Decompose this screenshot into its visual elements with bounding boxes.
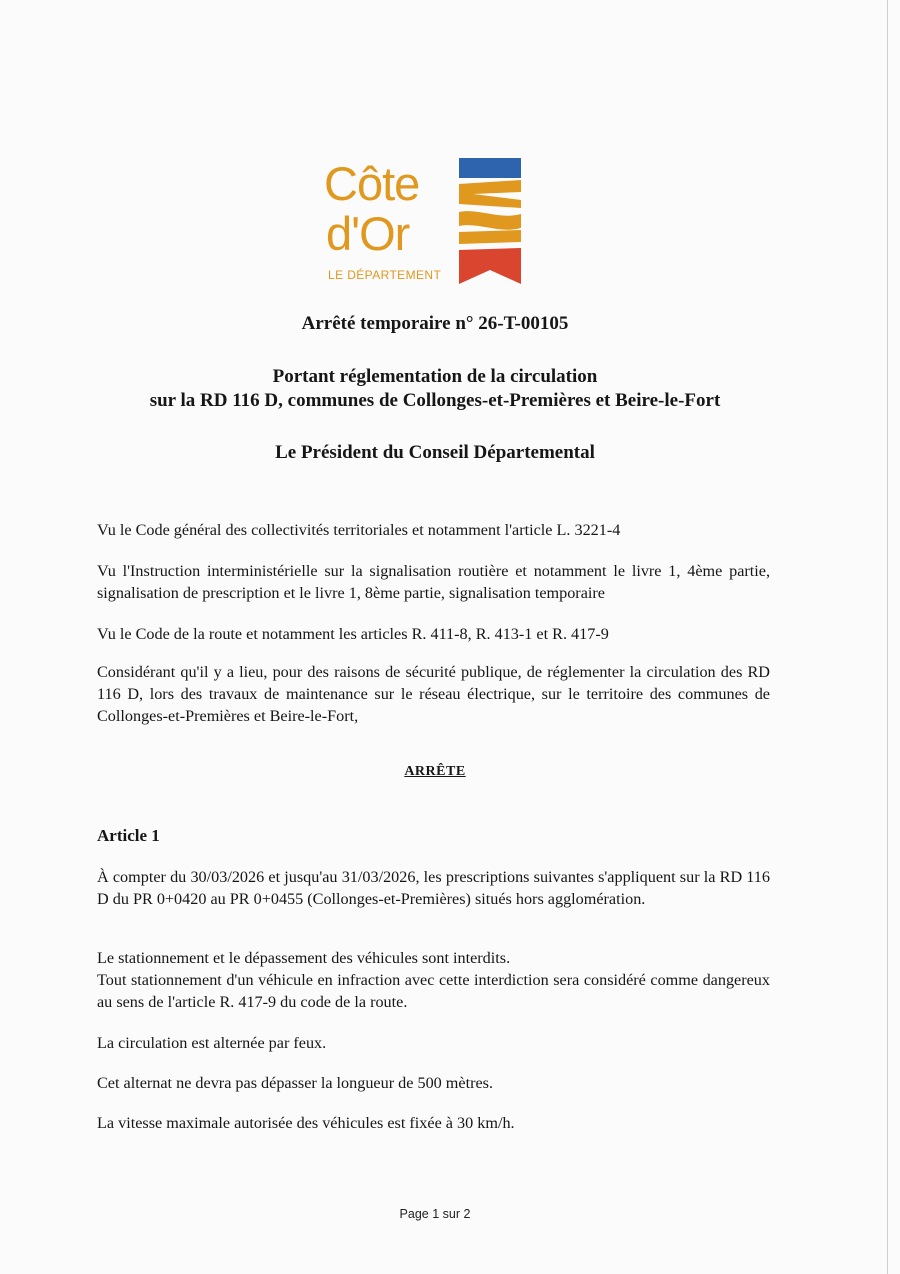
decree-heading: ARRÊTE bbox=[404, 764, 466, 779]
scan-edge-line bbox=[887, 0, 888, 1274]
logo-text-dor: d'Or bbox=[326, 207, 410, 260]
subject-line-2: sur la RD 116 D, communes de Collonges-et-Premières et Beire-le-Fort bbox=[149, 390, 721, 411]
flag-orange-band-3 bbox=[459, 230, 521, 244]
considering-paragraph: Considérant qu'il y a lieu, pour des raisons de sécurité publique, de réglementer la circulation des RD 116 D, lors des travaux de maintenance sur le réseau électrique, sur le territoire des communes de Collonges-et-Premières et Beire-le-Fort, bbox=[97, 663, 770, 725]
flag-red-band bbox=[459, 248, 521, 284]
visa-paragraph: Vu l'Instruction interministérielle sur la signalisation routière et notamment le livre 1, 4ème partie, signalisation de prescription et le livre 1, 8ème partie, signalisation temporaire bbox=[97, 562, 770, 602]
article-title: Article 1 bbox=[97, 826, 160, 845]
parking-ban-line: Le stationnement et le dépassement des véhicules sont interdits. bbox=[97, 949, 511, 967]
article-paragraph: Cet alternat ne devra pas dépasser la longueur de 500 mètres. bbox=[97, 1074, 493, 1092]
flag-blue-band bbox=[459, 158, 521, 178]
arrete-number: Arrêté temporaire n° 26-T-00105 bbox=[301, 313, 569, 334]
arrete-subject bbox=[0, 365, 870, 413]
visa-paragraph: Vu le Code général des collectivités territoriales et notamment l'article L. 3221-4 bbox=[97, 521, 621, 539]
flag-emblem-icon bbox=[459, 158, 521, 284]
article-paragraph-parking bbox=[97, 947, 770, 1013]
issuing-authority: Le Président du Conseil Départemental bbox=[275, 442, 595, 463]
article-paragraph: La vitesse maximale autorisée des véhicules est fixée à 30 km/h. bbox=[97, 1114, 515, 1132]
logo-text-cote: Côte bbox=[324, 157, 420, 210]
parking-danger-line: Tout stationnement d'un véhicule en infraction avec cette interdiction sera considéré comme dangereux au sens de l'article R. 417-9 du code de la route. bbox=[97, 971, 770, 1011]
visa-paragraph: Vu le Code de la route et notamment les articles R. 411-8, R. 413-1 et R. 417-9 bbox=[97, 625, 609, 643]
logo-subtitle: LE DÉPARTEMENT bbox=[328, 268, 442, 282]
flag-orange-band-1 bbox=[459, 180, 521, 208]
subject-line-1: Portant réglementation de la circulation bbox=[272, 366, 598, 387]
cote-dor-logo bbox=[322, 158, 522, 286]
article-paragraph: La circulation est alternée par feux. bbox=[97, 1034, 327, 1052]
article-paragraph: À compter du 30/03/2026 et jusqu'au 31/03/2026, les prescriptions suivantes s'appliquent sur la RD 116 D du PR 0+0420 au PR 0+0455 (Collonges-et-Premières) situés hors agglomération. bbox=[97, 868, 770, 908]
page-number: Page 1 sur 2 bbox=[399, 1207, 471, 1221]
flag-orange-band-2 bbox=[459, 211, 521, 230]
